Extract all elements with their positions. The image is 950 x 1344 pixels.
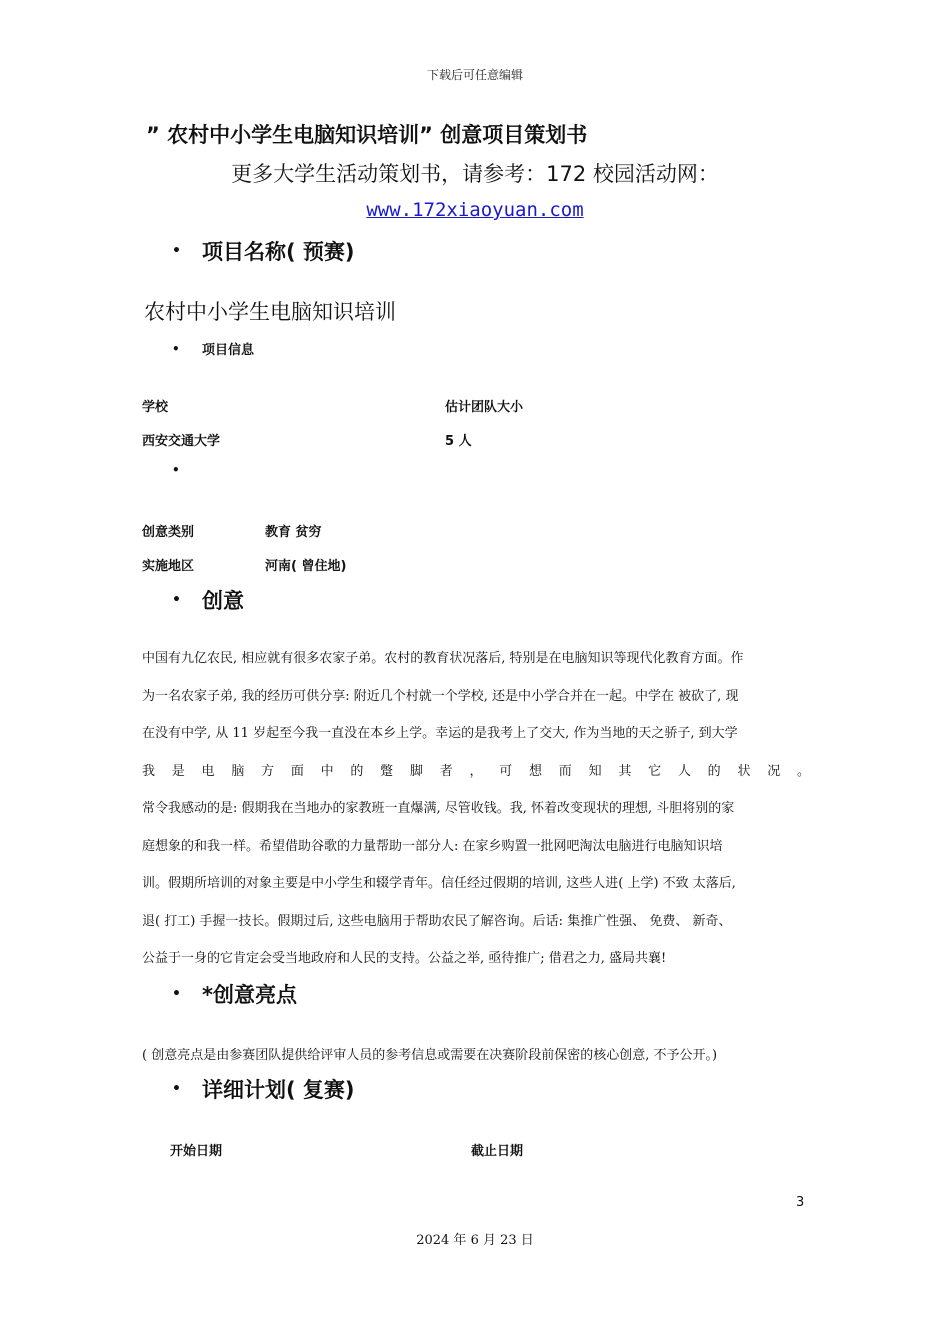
paragraph-line: 在没有中学, 从 11 岁起至今我一直没在本乡上学。幸运的是我考上了交大, 作为当地的天之骄子, 到大学 bbox=[142, 726, 738, 741]
paragraph-line: 庭想象的和我一样。希望借助谷歌的力量帮助一部分人: 在家乡购置一批网吧淘汰电脑进行电脑知识培 bbox=[142, 838, 723, 854]
highlight-note: ( 创意亮点是由参赛团队提供给评审人员的参考信息或需要在决赛阶段前保密的核心创意, 不予公开。) bbox=[142, 1048, 718, 1063]
team-size-value: 5 人 bbox=[445, 434, 472, 449]
page-number: 3 bbox=[796, 1195, 805, 1210]
paragraph-line: 常令我感动的是: 假期我在当地办的家教班一直爆满, 尽管收钱。我, 怀着改变现状的理想, 斗胆将别的家 bbox=[142, 801, 735, 816]
bullet-icon: • bbox=[172, 986, 181, 1002]
heading-text: 创意 bbox=[202, 589, 244, 613]
idea-paragraph bbox=[142, 647, 810, 985]
section-idea-heading bbox=[172, 585, 244, 615]
heading-text: 项目名称( 预赛) bbox=[202, 240, 355, 264]
location-label: 实施地区 bbox=[142, 559, 195, 574]
project-name: 农村中小学生电脑知识培训 bbox=[144, 300, 396, 324]
start-date-label: 开始日期 bbox=[170, 1144, 223, 1159]
website-link[interactable]: www.172xiaoyuan.com bbox=[366, 199, 584, 221]
paragraph-line: 公益于一身的它肯定会受当地政府和人民的支持。公益之举, 亟待推广; 借君之力, 盛局共襄! bbox=[142, 951, 667, 966]
section-plan-heading bbox=[172, 1074, 355, 1104]
paragraph-line: 我 是 电 脑 方 面 中 的 蹩 脚 者 ， 可 想 而 知 其 它 人 的 状 况 。 bbox=[142, 763, 810, 779]
paragraph-line: 退( 打工) 手握一技长。假期过后, 这些电脑用于帮助农民了解咨询。后话: 集推广性强、 免费、 新奇、 bbox=[142, 913, 732, 929]
section-project-name-heading bbox=[172, 236, 355, 266]
section-project-info-heading bbox=[172, 339, 254, 358]
paragraph-line: 为一名农家子弟, 我的经历可供分享: 附近几个村就一个学校, 还是中小学合并在一起。中学在 被砍了, 现 bbox=[142, 688, 739, 704]
heading-text: *创意亮点 bbox=[202, 983, 297, 1007]
header-note: 下载后可任意编辑 bbox=[426, 68, 523, 82]
subtitle: 更多大学生活动策划书，请参考：172 校园活动网： bbox=[231, 162, 719, 186]
bullet-icon: • bbox=[172, 243, 181, 259]
empty-bullet bbox=[172, 463, 202, 477]
category-value: 教育 贫穷 bbox=[265, 525, 322, 540]
footer-date: 2024 年 6 月 23 日 bbox=[416, 1233, 534, 1248]
heading-text: 详细计划( 复赛) bbox=[202, 1078, 355, 1102]
section-highlight-heading bbox=[172, 979, 297, 1009]
end-date-label: 截止日期 bbox=[471, 1144, 524, 1159]
paragraph-line: 中国有九亿农民, 相应就有很多农家子弟。农村的教育状况落后, 特别是在电脑知识等现代化教育方面。作 bbox=[142, 651, 744, 666]
heading-text: 项目信息 bbox=[202, 343, 255, 358]
paragraph-line: 训。假期所培训的对象主要是中小学生和辍学青年。信任经过假期的培训, 这些人进( 上学) 不致 太落后, bbox=[142, 876, 736, 891]
bullet-icon: • bbox=[172, 341, 180, 356]
category-label: 创意类别 bbox=[142, 525, 195, 540]
bullet-icon: • bbox=[172, 1081, 181, 1097]
school-label: 学校 bbox=[142, 400, 169, 415]
document-title: ” 农村中小学生电脑知识培训” 创意项目策划书 bbox=[146, 123, 588, 147]
location-value: 河南( 曾住地) bbox=[265, 559, 347, 574]
school-value: 西安交通大学 bbox=[142, 434, 221, 449]
team-size-label: 估计团队大小 bbox=[445, 400, 524, 415]
bullet-icon: • bbox=[172, 463, 180, 477]
bullet-icon: • bbox=[172, 592, 181, 608]
